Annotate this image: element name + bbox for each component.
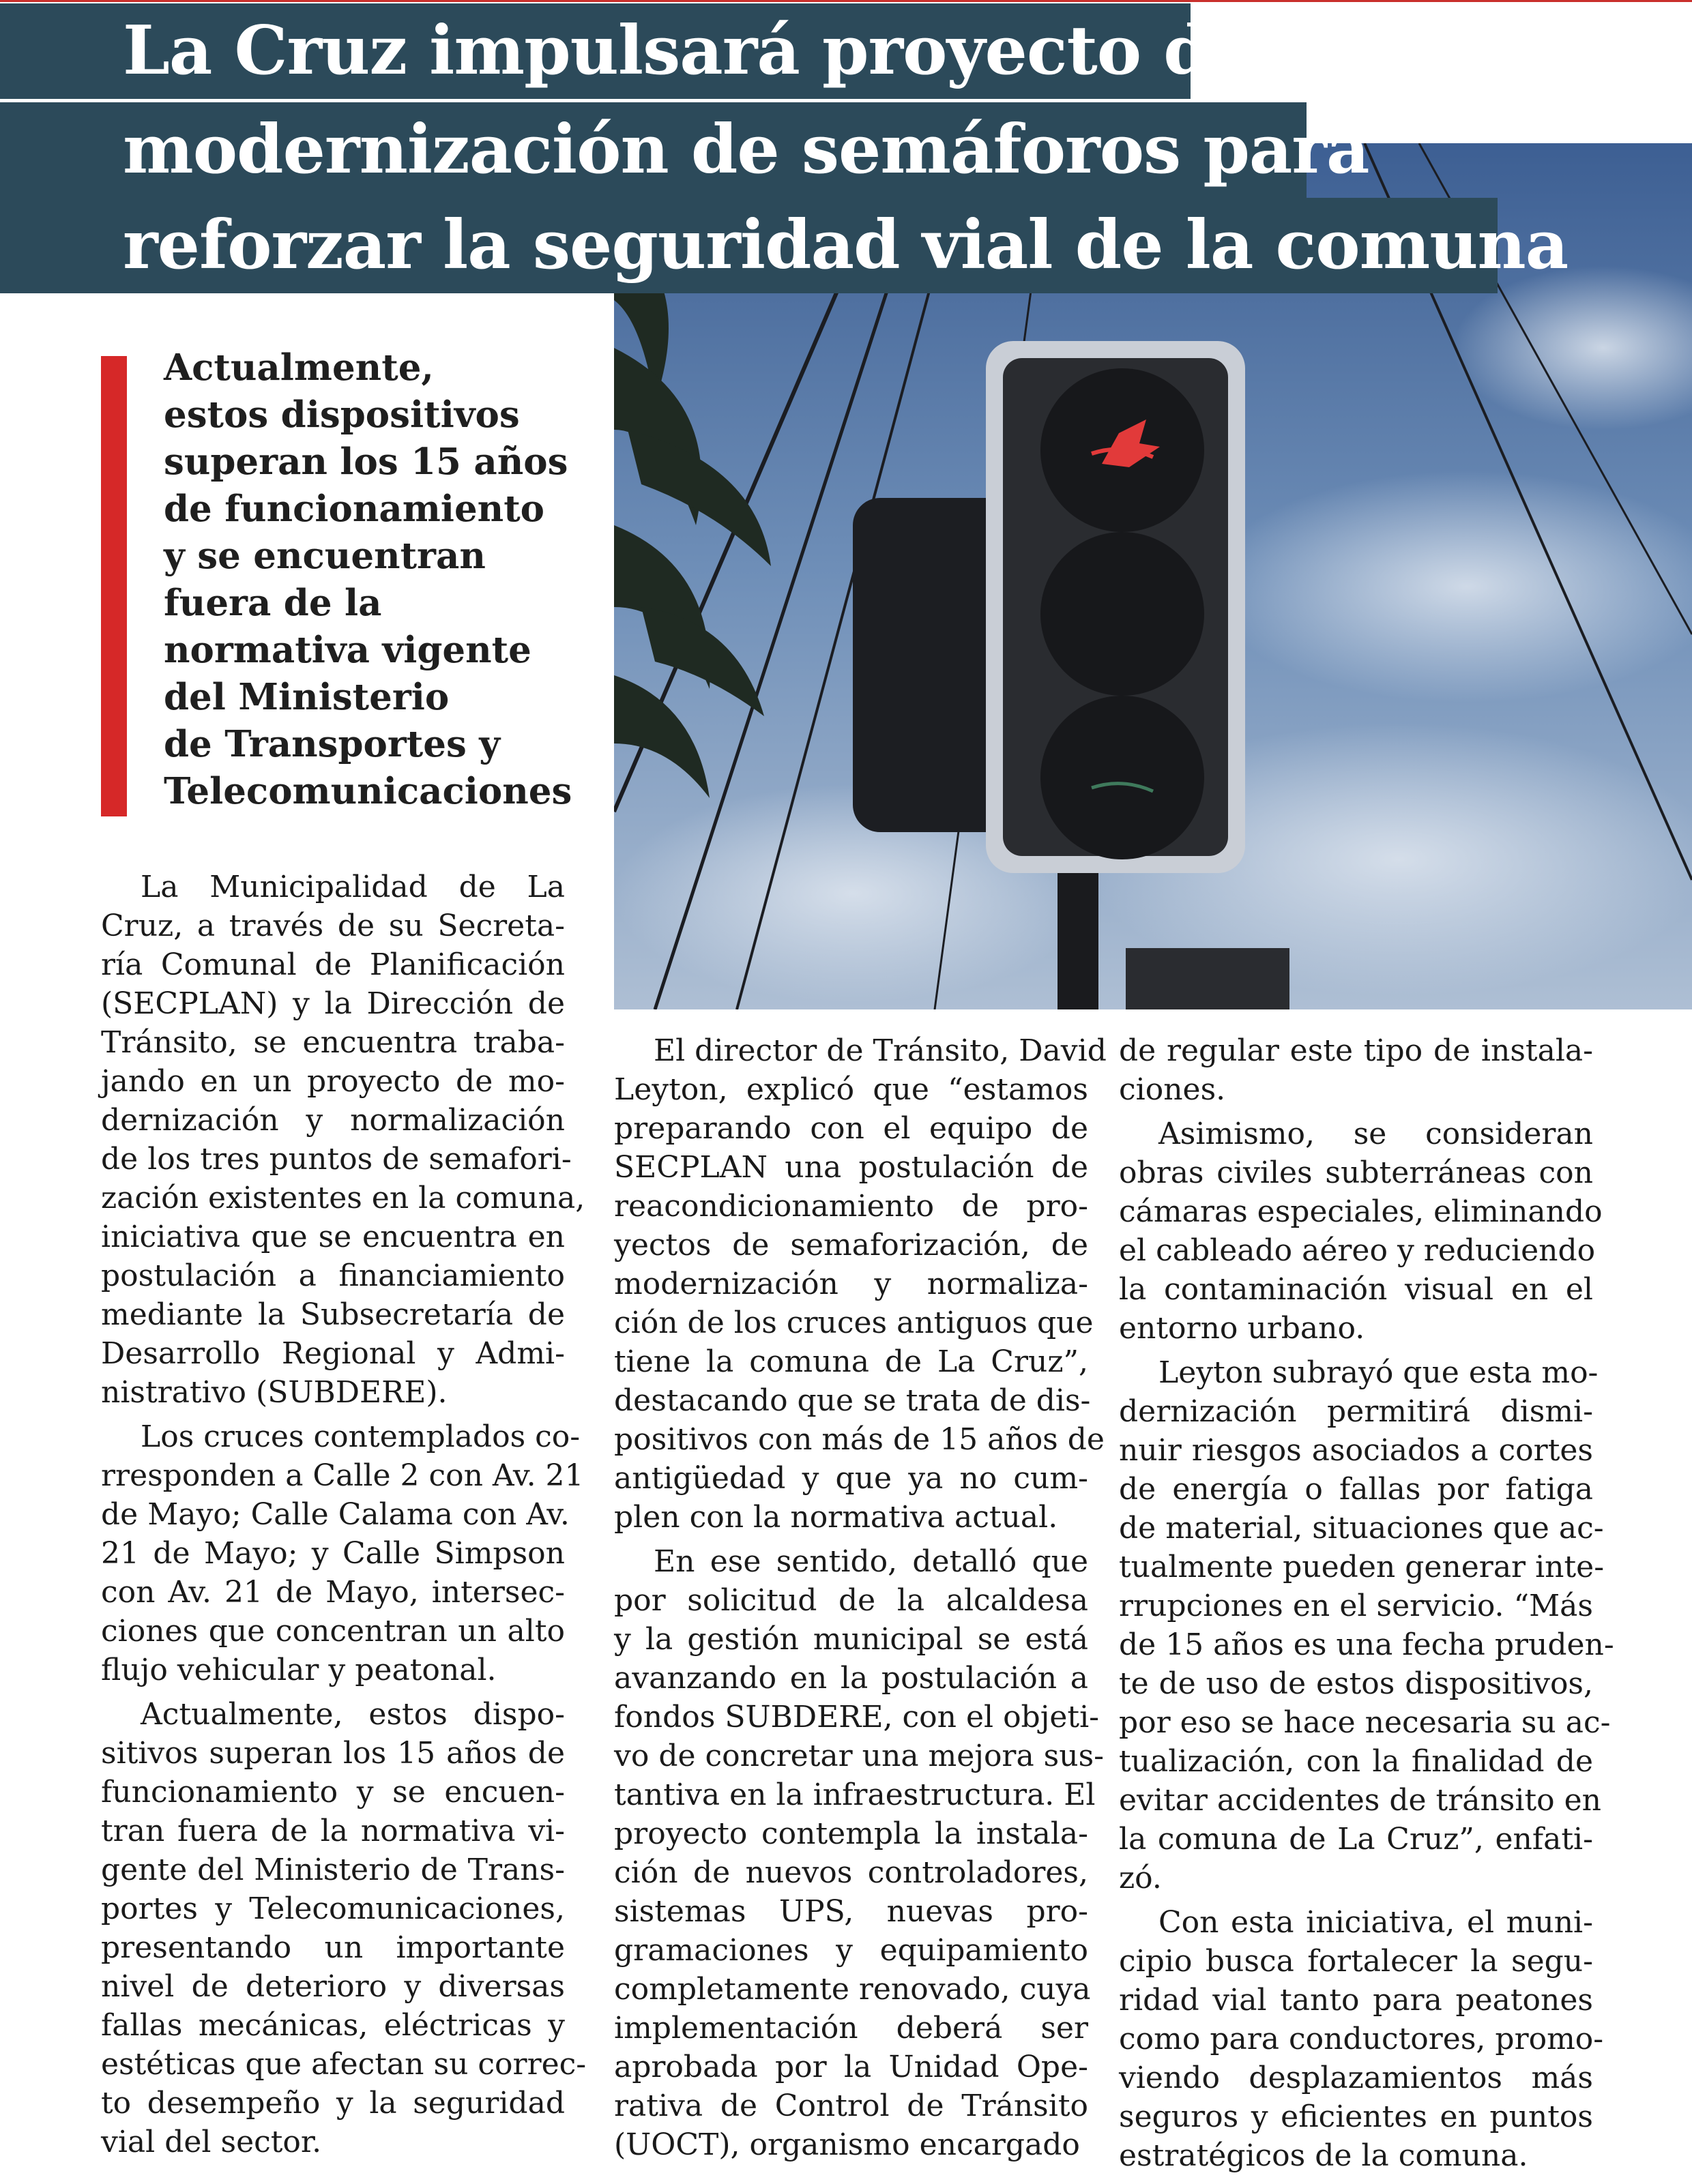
body-line: Asimismo, se consideran: [1158, 1117, 1593, 1151]
body-line: Leyton, explicó que “estamos: [614, 1072, 1088, 1107]
body-line: Cruz, a través de su Secreta-: [101, 909, 565, 943]
body-line: SECPLAN una postulación de: [614, 1150, 1088, 1185]
body-line: modernización y normaliza-: [614, 1267, 1088, 1301]
body-line: positivos con más de 15 años de: [614, 1422, 1105, 1457]
body-line: implementación deberá ser: [614, 2011, 1088, 2046]
body-line: estratégicos de la comuna.: [1119, 2138, 1528, 2173]
headline-line-3: reforzar la seguridad vial de la comuna: [0, 198, 1498, 293]
body-line: tiene la comuna de La Cruz”,: [614, 1344, 1088, 1379]
body-line: como para conductores, promo-: [1119, 2022, 1604, 2056]
body-line: Desarrollo Regional y Admi-: [101, 1336, 565, 1371]
body-line: 21 de Mayo; y Calle Simpson: [101, 1536, 565, 1571]
main-traffic-light: [986, 341, 1245, 873]
lead-line: estos dispositivos: [164, 394, 520, 436]
body-line: y la gestión municipal se está: [614, 1622, 1088, 1657]
body-line: fallas mecánicas, eléctricas y: [101, 2008, 565, 2043]
body-line: ría Comunal de Planificación: [101, 947, 565, 982]
body-line: de los tres puntos de semafori-: [101, 1142, 572, 1177]
body-line: la comuna de La Cruz”, enfati-: [1119, 1822, 1593, 1857]
body-line: ciones que concentran un alto: [101, 1614, 565, 1649]
body-line: reacondicionamiento de pro-: [614, 1189, 1088, 1224]
body-line: tualización, con la finalidad de: [1119, 1744, 1593, 1779]
lead-line: Telecomunicaciones: [164, 770, 572, 812]
body-line: vo de concretar una mejora sus-: [614, 1739, 1105, 1773]
body-line: portes y Telecomunicaciones,: [101, 1891, 565, 1926]
body-line: (UOCT), organismo encargado: [614, 2127, 1080, 2162]
body-line: zación existentes en la comuna,: [101, 1181, 585, 1215]
paragraph-gap: [614, 1537, 1088, 1542]
body-line: El director de Tránsito, David: [654, 1033, 1107, 1068]
lead-line: del Ministerio: [164, 676, 450, 718]
lead-line: de Transportes y: [164, 723, 501, 765]
body-line: sitivos superan los 15 años de: [101, 1736, 565, 1771]
headline-line-2: modernización de semáforos para: [0, 102, 1307, 198]
body-line: rativa de Control de Tránsito: [614, 2089, 1088, 2123]
body-line: mediante la Subsecretaría de: [101, 1297, 565, 1332]
body-line: Leyton subrayó que esta mo-: [1158, 1355, 1599, 1390]
body-line: de Mayo; Calle Calama con Av.: [101, 1497, 570, 1532]
body-line: presentando un importante: [101, 1930, 565, 1965]
body-line: antigüedad y que ya no cum-: [614, 1461, 1088, 1496]
body-line: Los cruces contemplados co-: [141, 1419, 581, 1454]
body-line: flujo vehicular y peatonal.: [101, 1653, 497, 1687]
body-line: jando en un proyecto de mo-: [101, 1064, 565, 1099]
body-line: to desempeño y la seguridad: [101, 2086, 565, 2121]
lead-deck: [164, 344, 587, 815]
body-line: ción de nuevos controladores,: [614, 1855, 1088, 1890]
lead-line: normativa vigente: [164, 629, 531, 671]
body-line: Actualmente, estos dispo-: [141, 1697, 565, 1732]
body-line: nuir riesgos asociados a cortes: [1119, 1433, 1593, 1468]
body-line: Tránsito, se encuentra traba-: [101, 1025, 565, 1060]
body-line: preparando con el equipo de: [614, 1111, 1088, 1146]
lead-line: Actualmente,: [164, 346, 434, 389]
body-line: avanzando en la postulación a: [614, 1661, 1088, 1696]
body-line: por solicitud de la alcaldesa: [614, 1583, 1088, 1618]
body-line: La Municipalidad de La: [141, 870, 565, 904]
headline-line-1: La Cruz impulsará proyecto de: [0, 3, 1191, 99]
body-line: con Av. 21 de Mayo, intersec-: [101, 1575, 565, 1610]
body-line: funcionamiento y se encuen-: [101, 1775, 565, 1810]
paragraph-gap: [1119, 1109, 1593, 1115]
body-line: de 15 años es una fecha pruden-: [1119, 1627, 1614, 1662]
body-line: tran fuera de la normativa vi-: [101, 1814, 565, 1848]
body-line: destacando que se trata de dis-: [614, 1383, 1091, 1418]
body-line: ridad vial tanto para peatones: [1119, 1983, 1593, 2018]
body-line: dernización permitirá dismi-: [1119, 1394, 1593, 1429]
body-line: estéticas que afectan su correc-: [101, 2047, 587, 2082]
body-line: ción de los cruces antiguos que: [614, 1305, 1094, 1340]
body-line: por eso se hace necesaria su ac-: [1119, 1705, 1611, 1740]
body-line: cipio busca fortalecer la segu-: [1119, 1944, 1593, 1979]
body-line: gente del Ministerio de Trans-: [101, 1853, 565, 1887]
body-line: de regular este tipo de instala-: [1119, 1033, 1593, 1068]
body-line: aprobada por la Unidad Ope-: [614, 2050, 1088, 2084]
body-line: En ese sentido, detalló que: [654, 1544, 1088, 1579]
paragraph-gap: [1119, 1898, 1593, 1903]
body-line: Con esta iniciativa, el muni-: [1158, 1905, 1593, 1940]
body-line: seguros y eficientes en puntos: [1119, 2099, 1593, 2134]
body-line: zó.: [1119, 1861, 1162, 1895]
body-line: gramaciones y equipamiento: [614, 1933, 1088, 1968]
body-line: vial del sector.: [101, 2125, 322, 2159]
body-line: entorno urbano.: [1119, 1311, 1365, 1346]
lead-line: y se encuentran: [164, 535, 486, 577]
body-line: sistemas UPS, nuevas pro-: [614, 1894, 1088, 1929]
body-line: ciones.: [1119, 1072, 1226, 1107]
body-column-2: [614, 1031, 1107, 2164]
top-rule: [0, 0, 1692, 2]
body-column-3: [1119, 1031, 1614, 2175]
body-line: completamente renovado, cuya: [614, 1972, 1091, 2007]
lead-accent-bar: [101, 356, 127, 816]
body-line: viendo desplazamientos más: [1119, 2061, 1593, 2095]
body-line: postulación a financiamiento: [101, 1258, 565, 1293]
body-line: dernización y normalización: [101, 1103, 565, 1138]
body-line: yectos de semaforización, de: [614, 1228, 1088, 1263]
body-line: tualmente pueden generar inte-: [1119, 1550, 1605, 1584]
body-line: tantiva en la infraestructura. El: [614, 1777, 1096, 1812]
body-line: nivel de deterioro y diversas: [101, 1969, 565, 2004]
paragraph-gap: [101, 1412, 565, 1417]
body-line: cámaras especiales, eliminando: [1119, 1194, 1603, 1229]
body-line: iniciativa que se encuentra en: [101, 1220, 565, 1254]
body-line: rrupciones en el servicio. “Más: [1119, 1589, 1593, 1623]
body-line: obras civiles subterráneas con: [1119, 1155, 1593, 1190]
body-line: rresponden a Calle 2 con Av. 21: [101, 1458, 584, 1493]
body-line: (SECPLAN) y la Dirección de: [101, 986, 565, 1021]
body-line: evitar accidentes de tránsito en: [1119, 1783, 1601, 1818]
paragraph-gap: [1119, 1348, 1593, 1353]
lead-line: de funcionamiento: [164, 488, 545, 530]
lower-signal: [1126, 948, 1289, 1009]
body-line: la contaminación visual en el: [1119, 1272, 1593, 1307]
body-line: fondos SUBDERE, con el objeti-: [614, 1700, 1100, 1735]
body-line: de material, situaciones que ac-: [1119, 1511, 1604, 1546]
body-line: nistrativo (SUBDERE).: [101, 1375, 448, 1410]
paragraph-gap: [101, 1689, 565, 1695]
body-line: de energía o fallas por fatiga: [1119, 1472, 1593, 1507]
body-line: proyecto contempla la instala-: [614, 1816, 1088, 1851]
body-line: te de uso de estos dispositivos,: [1119, 1666, 1593, 1701]
lead-line: superan los 15 años: [164, 441, 568, 483]
lead-line: fuera de la: [164, 582, 382, 624]
body-column-1: [101, 868, 587, 2161]
body-line: el cableado aéreo y reduciendo: [1119, 1233, 1596, 1268]
body-line: plen con la normativa actual.: [614, 1500, 1058, 1535]
